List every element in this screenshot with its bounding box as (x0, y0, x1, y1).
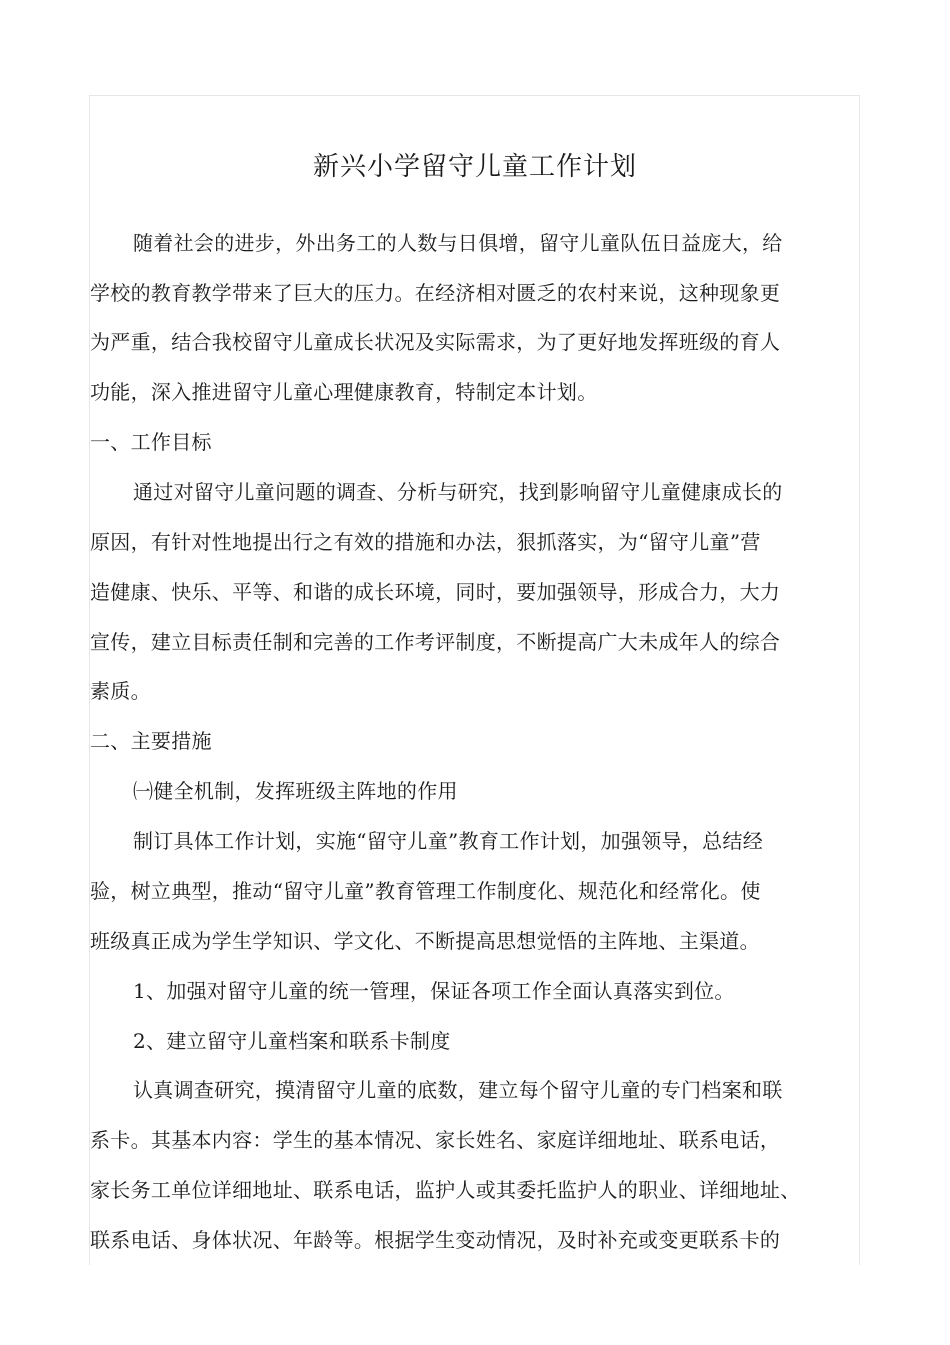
paragraph-line: 为严重，结合我校留守儿童成长状况及实际需求，为了更好地发挥班级的育人 (90, 330, 781, 354)
section-heading: 二、主要措施 (90, 729, 212, 753)
paragraph-line: 家长务工单位详细地址、联系电话，监护人或其委托监护人的职业、详细地址、 (90, 1178, 801, 1202)
paragraph-line: 班级真正成为学生学知识、学文化、不断提高思想觉悟的主阵地、主渠道。 (90, 929, 760, 953)
paragraph-line: 素质。 (90, 679, 151, 703)
paragraph-line: 学校的教育教学带来了巨大的压力。在经济相对匮乏的农村来说，这种现象更 (90, 281, 781, 305)
paragraph-line: 宣传，建立目标责任制和完善的工作考评制度，不断提高广大未成年人的综合 (90, 630, 781, 654)
paragraph-line: 随着社会的进步，外出务工的人数与日俱增，留守儿童队伍日益庞大，给 (133, 231, 783, 255)
paragraph-line: 原因，有针对性地提出行之有效的措施和办法，狠抓落实，为“留守儿童”营 (90, 530, 761, 554)
subsection-heading: ㈠健全机制，发挥班级主阵地的作用 (133, 779, 458, 803)
section-heading: 一、工作目标 (90, 430, 212, 454)
list-item: 1、加强对留守儿童的统一管理，保证各项工作全面认真落实到位。 (133, 979, 735, 1003)
list-item: 2、建立留守儿童档案和联系卡制度 (133, 1029, 451, 1053)
paragraph-line: 通过对留守儿童问题的调查、分析与研究，找到影响留守儿童健康成长的 (133, 480, 783, 504)
document-title: 新兴小学留守儿童工作计划 (312, 152, 637, 182)
paragraph-line: 功能，深入推进留守儿童心理健康教育，特制定本计划。 (90, 380, 598, 404)
paragraph-line: 制订具体工作计划，实施“留守儿童”教育工作计划，加强领导，总结经 (133, 829, 764, 853)
paragraph-line: 造健康、快乐、平等、和谐的成长环境，同时，要加强领导，形成合力，大力 (90, 580, 781, 604)
paragraph-line: 系卡。其基本内容：学生的基本情况、家长姓名、家庭详细地址、联系电话， (90, 1128, 781, 1152)
paragraph-line: 联系电话、身体状况、年龄等。根据学生变动情况，及时补充或变更联系卡的 (90, 1228, 781, 1252)
paragraph-line: 认真调查研究，摸清留守儿童的底数，建立每个留守儿童的专门档案和联 (133, 1078, 783, 1102)
paragraph-line: 验，树立典型，推动“留守儿童”教育管理工作制度化、规范化和经常化。使 (90, 879, 761, 903)
